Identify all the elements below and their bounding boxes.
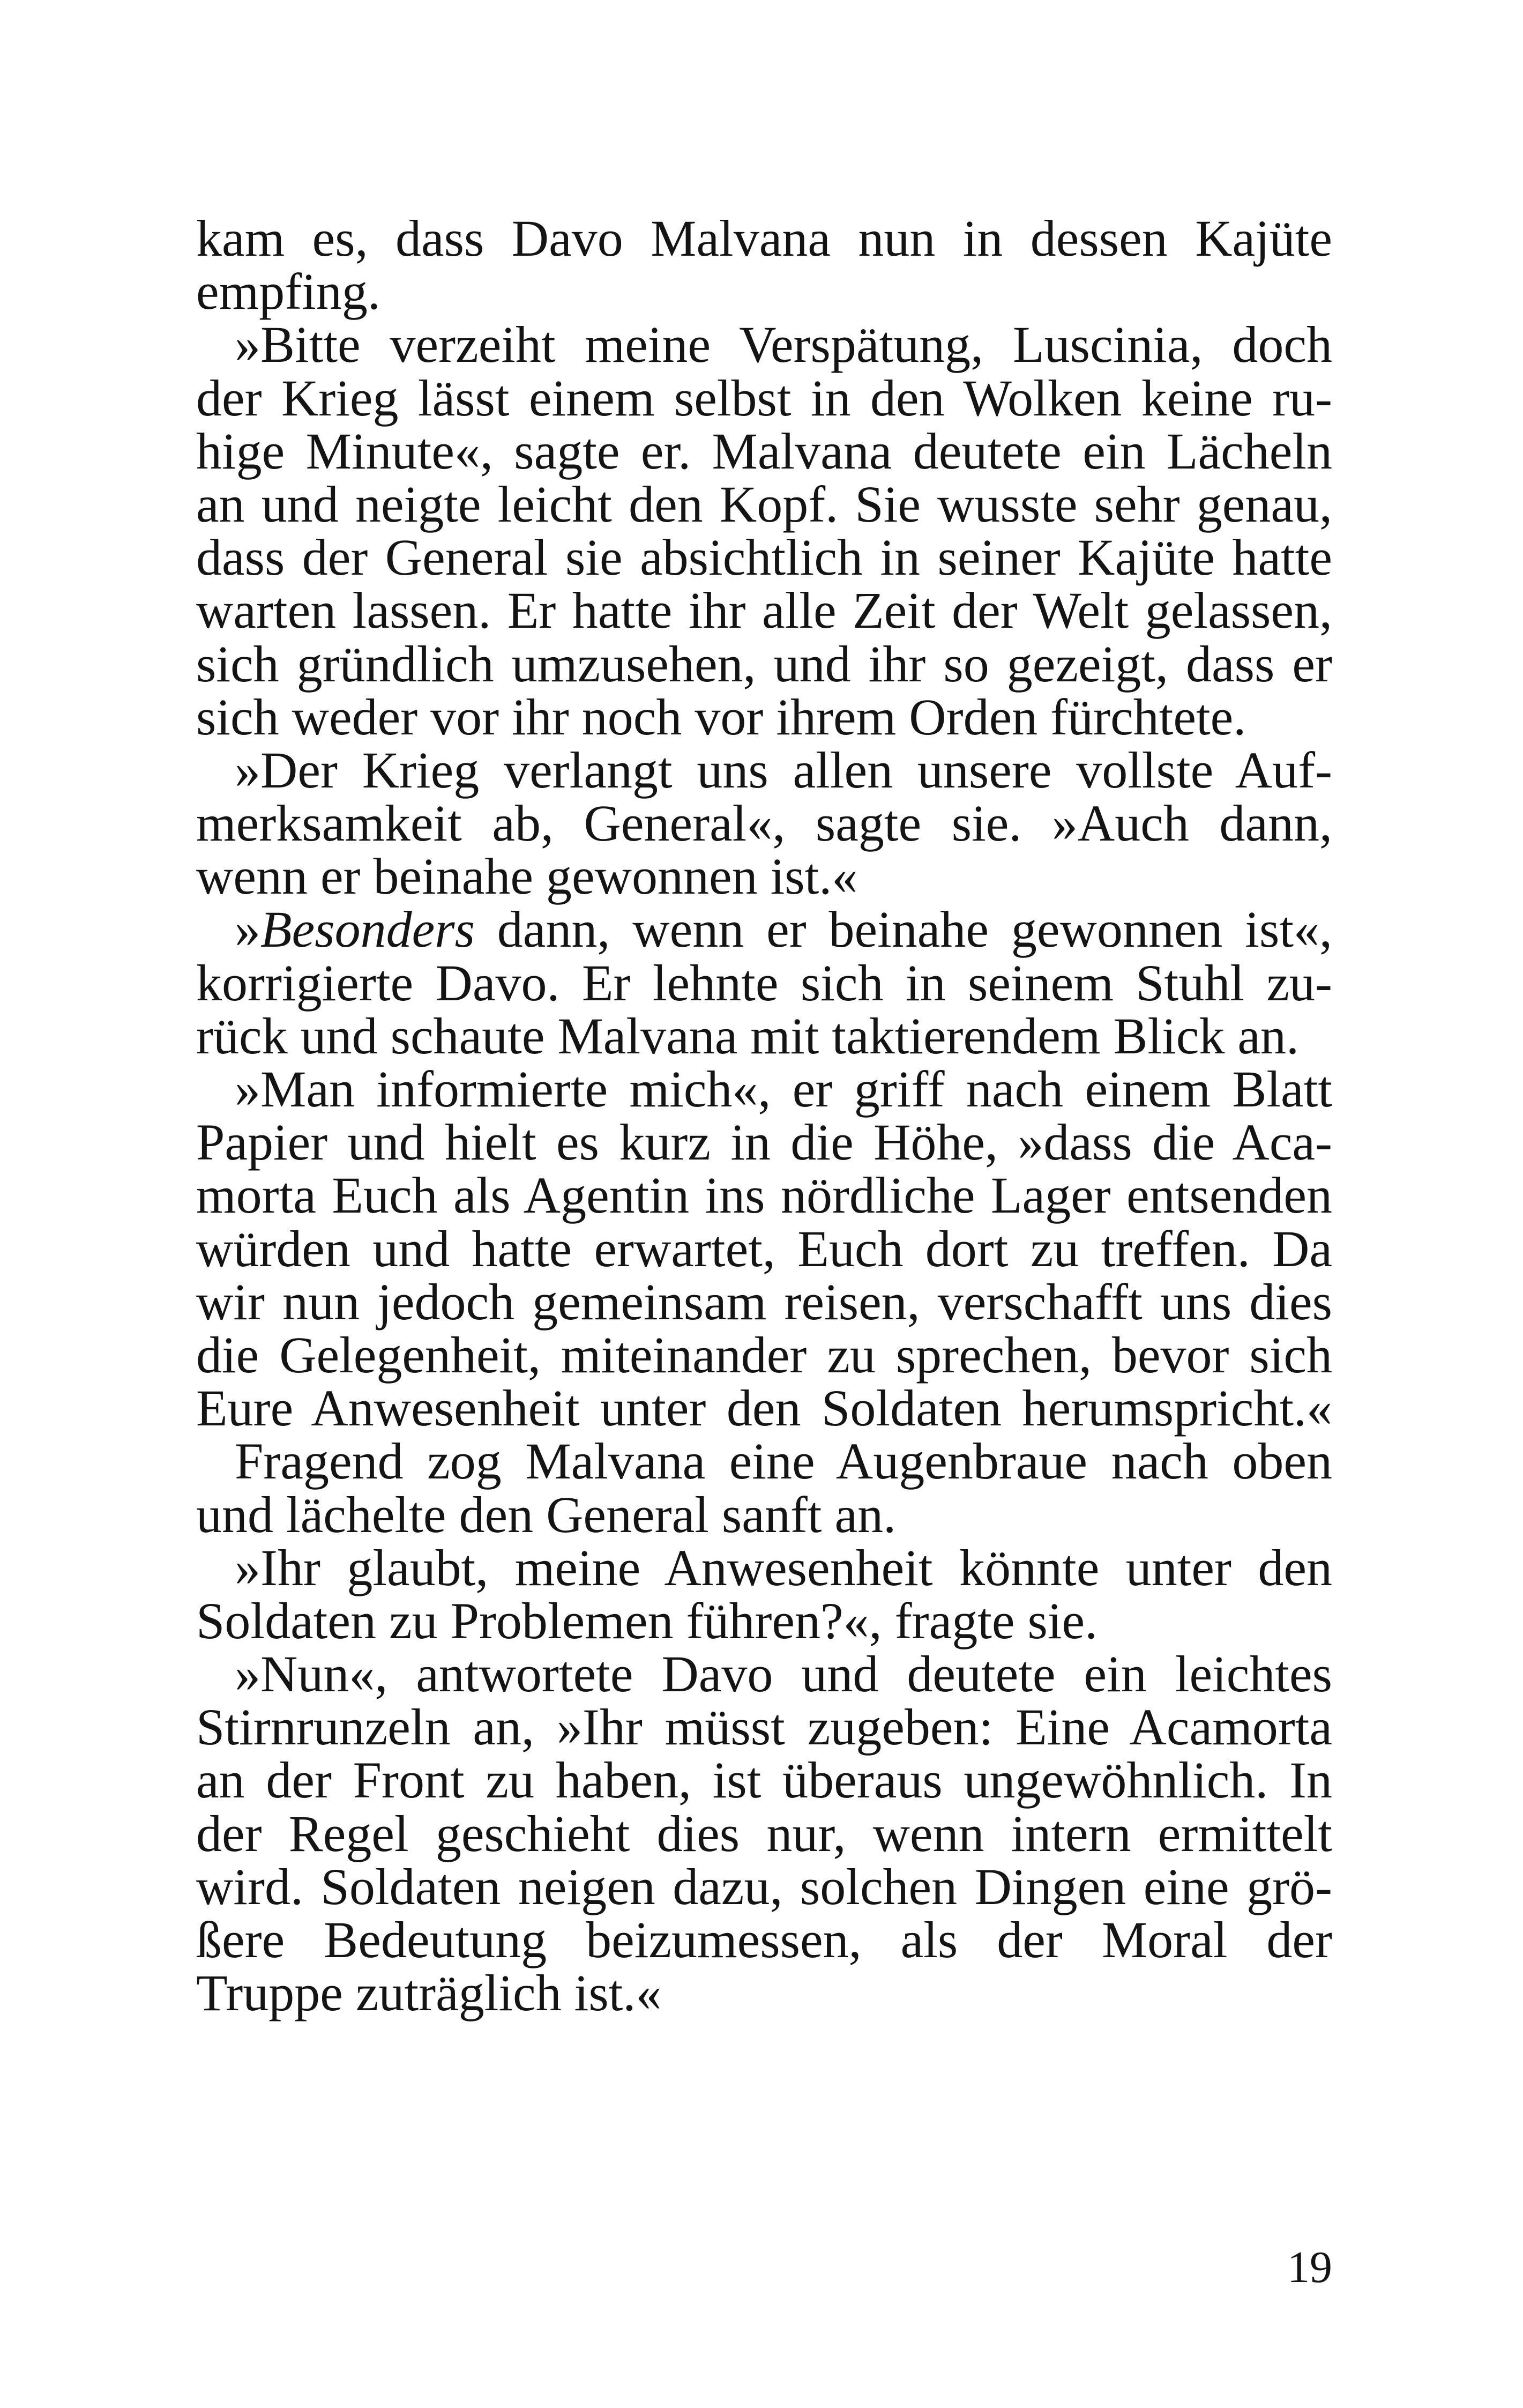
text-line: dass der General sie absichtlich in seiner Kajüte hatte — [196, 529, 1332, 586]
text-line: sich weder vor ihr noch vor ihrem Orden fürchtete. — [196, 688, 1246, 746]
text-line: Papier und hielt es kurz in die Höhe, »dass die Aca- — [196, 1113, 1332, 1171]
text-line: morta Euch als Agentin ins nördliche Lager entsenden — [196, 1166, 1332, 1224]
text-line: rück und schaute Malvana mit taktierendem Blick an. — [196, 1007, 1299, 1065]
text-line: an und neigte leicht den Kopf. Sie wusste sehr genau, — [196, 475, 1332, 533]
body-text — [196, 210, 1332, 2022]
page-number: 19 — [1287, 2242, 1332, 2292]
text-line: empfing. — [196, 263, 380, 321]
text-line: kam es, dass Davo Malvana nun in dessen Kajüte — [196, 210, 1332, 267]
text-line: wird. Soldaten neigen dazu, solchen Dingen eine grö- — [196, 1857, 1332, 1915]
text-line: warten lassen. Er hatte ihr alle Zeit der Welt gelassen, — [196, 582, 1332, 640]
text-line: wenn er beinahe gewonnen ist.« — [196, 848, 858, 905]
text-line: an der Front zu haben, ist überaus ungewöhnlich. In — [196, 1751, 1332, 1809]
text-segment: dann, wenn er beinahe gewonnen ist«, — [474, 901, 1332, 958]
text-line: der Krieg lässt einem selbst in den Wolken keine ru- — [196, 369, 1332, 427]
text-line: »Man informierte mich«, er griff nach einem Blatt — [235, 1060, 1332, 1118]
emphasis-text: Besonders — [260, 901, 475, 958]
text-line: korrigierte Davo. Er lehnte sich in seinem Stuhl zu- — [196, 954, 1332, 1012]
text-segment: » — [235, 901, 260, 958]
text-line: merksamkeit ab, General«, sagte sie. »Auch dann, — [196, 794, 1332, 852]
text-line: »Ihr glaubt, meine Anwesenheit könnte unter den — [235, 1539, 1332, 1596]
text-line: würden und hatte erwartet, Euch dort zu treffen. Da — [196, 1220, 1332, 1277]
text-line: und lächelte den General sanft an. — [196, 1485, 897, 1543]
text-line: »Nun«, antwortete Davo und deutete ein leichtes — [235, 1645, 1332, 1703]
text-line: Soldaten zu Problemen führen?«, fragte sie. — [196, 1592, 1098, 1649]
text-line — [196, 903, 1332, 956]
text-line: Stirnrunzeln an, »Ihr müsst zugeben: Eine Acamorta — [196, 1698, 1332, 1756]
text-line: Truppe zuträglich ist.« — [196, 1964, 662, 2022]
text-line: Fragend zog Malvana eine Augenbraue nach oben — [235, 1432, 1332, 1490]
text-line: Eure Anwesenheit unter den Soldaten herumspricht.« — [196, 1379, 1332, 1437]
text-line: wir nun jedoch gemeinsam reisen, verschafft uns dies — [196, 1273, 1332, 1331]
text-line: ßere Bedeutung beizumessen, als der Moral der — [196, 1911, 1332, 1968]
text-line: der Regel geschieht dies nur, wenn intern ermittelt — [196, 1804, 1332, 1862]
text-line: »Bitte verzeiht meine Verspätung, Luscinia, doch — [235, 316, 1332, 374]
text-line: sich gründlich umzusehen, und ihr so gezeigt, dass er — [196, 635, 1332, 693]
text-line: die Gelegenheit, miteinander zu sprechen, bevor sich — [196, 1326, 1332, 1384]
text-line: hige Minute«, sagte er. Malvana deutete ein Lächeln — [196, 422, 1332, 480]
text-line: »Der Krieg verlangt uns allen unsere vollste Auf- — [235, 741, 1332, 799]
